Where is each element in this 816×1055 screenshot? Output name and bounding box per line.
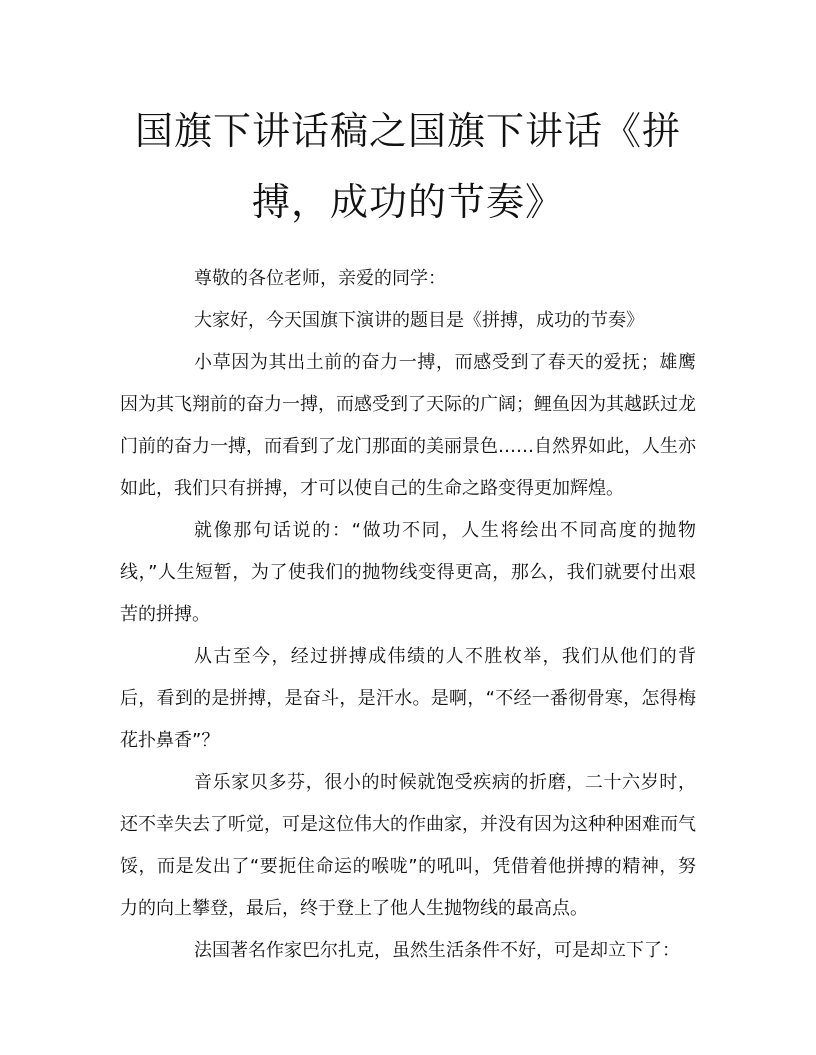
paragraph-beethoven: 音乐家贝多芬，很小的时候就饱受疾病的折磨，二十六岁时，还不幸失去了听觉，可是这位伟大的作曲家，并没有因为这种种困难而气馁，而是发出了“要扼住命运的喉咙”的吼叫，凭借着他拼搏的精神，努力的向上攀登，最后，终于登上了他人生抛物线的最高点。 <box>120 772 696 919</box>
paragraph-grass-eagle-carp: 小草因为其出土前的奋力一搏，而感受到了春天的爱抚；雄鹰因为其飞翔前的奋力一搏，而感受到了天际的广阔；鲤鱼因为其越跃过龙门前的奋力一搏，而看到了龙门那面的美丽景色……自然界如此，人生亦如此，我们只有拼搏，才可以使自己的生命之路变得更加辉煌。 <box>120 352 696 499</box>
opening-line: 大家好，今天国旗下演讲的题目是《拼搏，成功的节奏》 <box>194 310 644 331</box>
paragraph-balzac: 法国著名作家巴尔扎克，虽然生活条件不好，可是却立下了： <box>194 940 680 961</box>
paragraph-parabola-quote: 就像那句话说的：“做功不同，人生将绘出不同高度的抛物线，”人生短暂，为了使我们的抛物线变得更高，那么，我们就要付出艰苦的拼搏。 <box>120 520 696 625</box>
salutation: 尊敬的各位老师，亲爱的同学： <box>194 268 446 289</box>
paragraph-ancient-to-modern: 从古至今，经过拼搏成伟绩的人不胜枚举，我们从他们的背后，看到的是拼搏，是奋斗，是汗水。是啊，“不经一番彻骨寒，怎得梅花扑鼻香”？ <box>120 646 696 751</box>
document-body <box>120 258 696 972</box>
document-title: 国旗下讲话稿之国旗下讲话《拼搏，成功的节奏》 <box>134 109 681 224</box>
